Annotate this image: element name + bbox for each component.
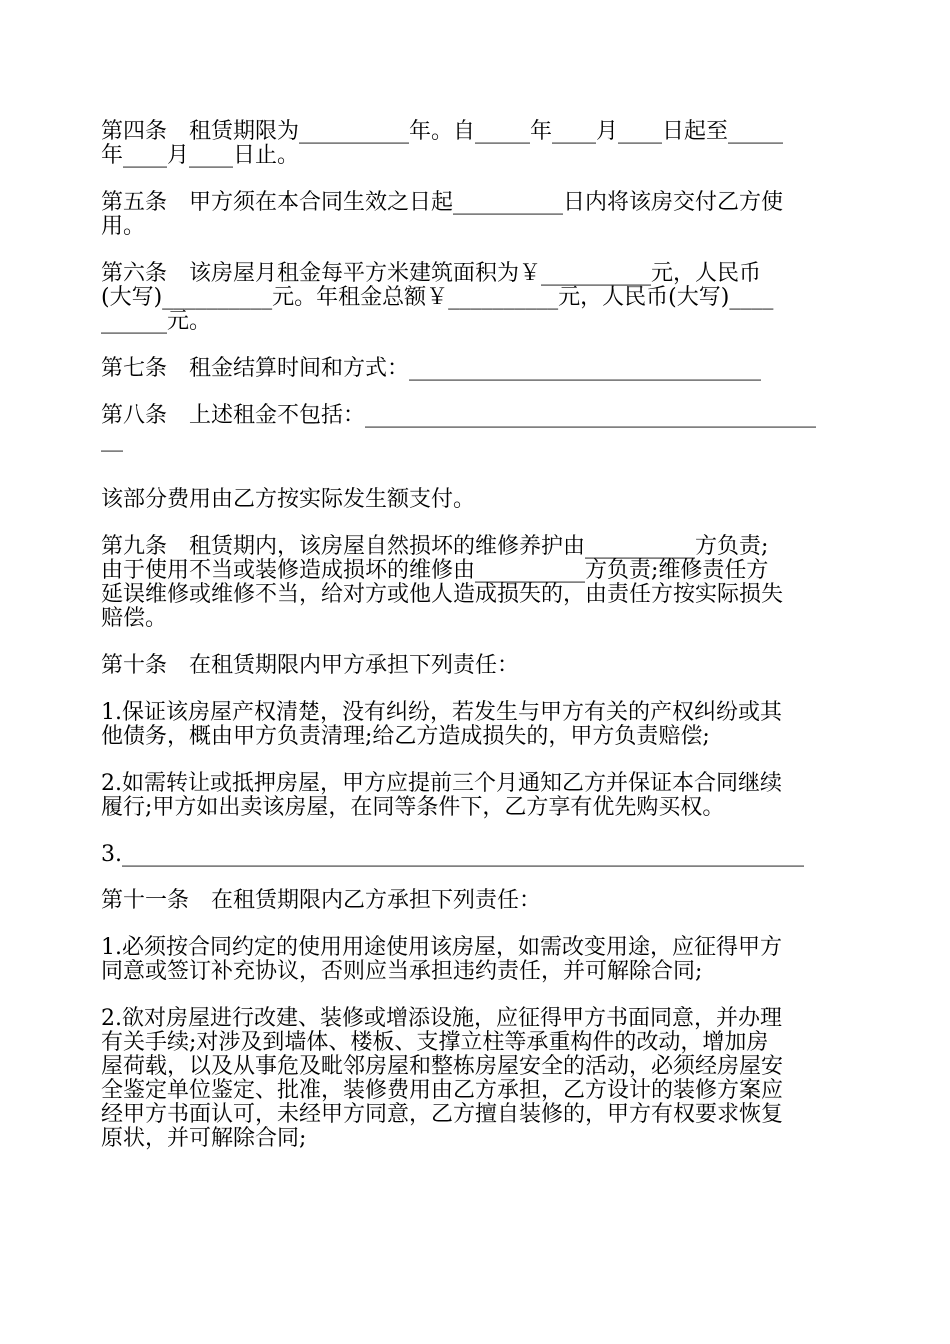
clause-8-cost-note: 该部分费用由乙方按实际发生额支付。 bbox=[101, 487, 476, 512]
clause-10-item-1: 1.保证该房屋产权清楚，没有纠纷，若发生与甲方有关的产权纠纷或其 他债务，概由甲方负责清理;给乙方造成损失的，甲方负责赔偿; bbox=[101, 700, 782, 749]
clause-11-item-1: 1.必须按合同约定的使用用途使用该房屋，如需改变用途，应征得甲方 同意或签订补充协议，否则应当承担违约责任，并可解除合同; bbox=[101, 935, 782, 984]
document-page bbox=[101, 120, 853, 1174]
clause-5-delivery: 第五条 甲方须在本合同生效之日起__________日内将该房交付乙方使 用。 bbox=[101, 190, 784, 239]
clause-7-payment-method: 第七条 租金结算时间和方式：________________________________ bbox=[101, 356, 762, 381]
clause-10-heading: 第十条 在租赁期限内甲方承担下列责任： bbox=[101, 653, 520, 678]
clause-10-item-3: 3.______________________________________________________________ bbox=[101, 842, 804, 867]
clause-8-rent-exclusions: 第八条 上述租金不包括：_________________________________________ __ bbox=[101, 403, 817, 452]
clause-6-rent-amount: 第六条 该房屋月租金每平方米建筑面积为￥__________元，人民币 (大写)__________元。年租金总额￥__________元，人民币(大写)____ ______元。 bbox=[101, 261, 774, 334]
clause-11-item-2: 2.欲对房屋进行改建、装修或增添设施，应征得甲方书面同意，并办理 有关手续;对涉及到墙体、楼板、支撑立柱等承重构件的改动，增加房 屋荷载，以及从事危及毗邻房屋和整栋房屋安全的活动，必须经房屋安 全鉴定单位鉴定、批准，装修费用由乙方承担，乙方设计的装修方案应 经甲方书面认可，未经甲方同意，乙方擅自装修的，甲方有权要求恢复 原状，并可解除合同; bbox=[101, 1006, 784, 1151]
clause-11-heading: 第十一条 在租赁期限内乙方承担下列责任： bbox=[101, 888, 542, 913]
clause-10-item-2: 2.如需转让或抵押房屋，甲方应提前三个月通知乙方并保证本合同继续 履行;甲方如出卖该房屋，在同等条件下，乙方享有优先购买权。 bbox=[101, 771, 782, 820]
clause-4-lease-term: 第四条 租赁期限为__________年。自_____年____月____日起至_____ 年____月____日止。 bbox=[101, 119, 784, 168]
clause-9-maintenance: 第九条 租赁期内，该房屋自然损坏的维修养护由__________方负责; 由于使用不当或装修造成损坏的维修由__________方负责;维修责任方 延误维修或维修不当，给对方或他人造成损失的，由责任方按实际损失 赔偿。 bbox=[101, 534, 784, 631]
